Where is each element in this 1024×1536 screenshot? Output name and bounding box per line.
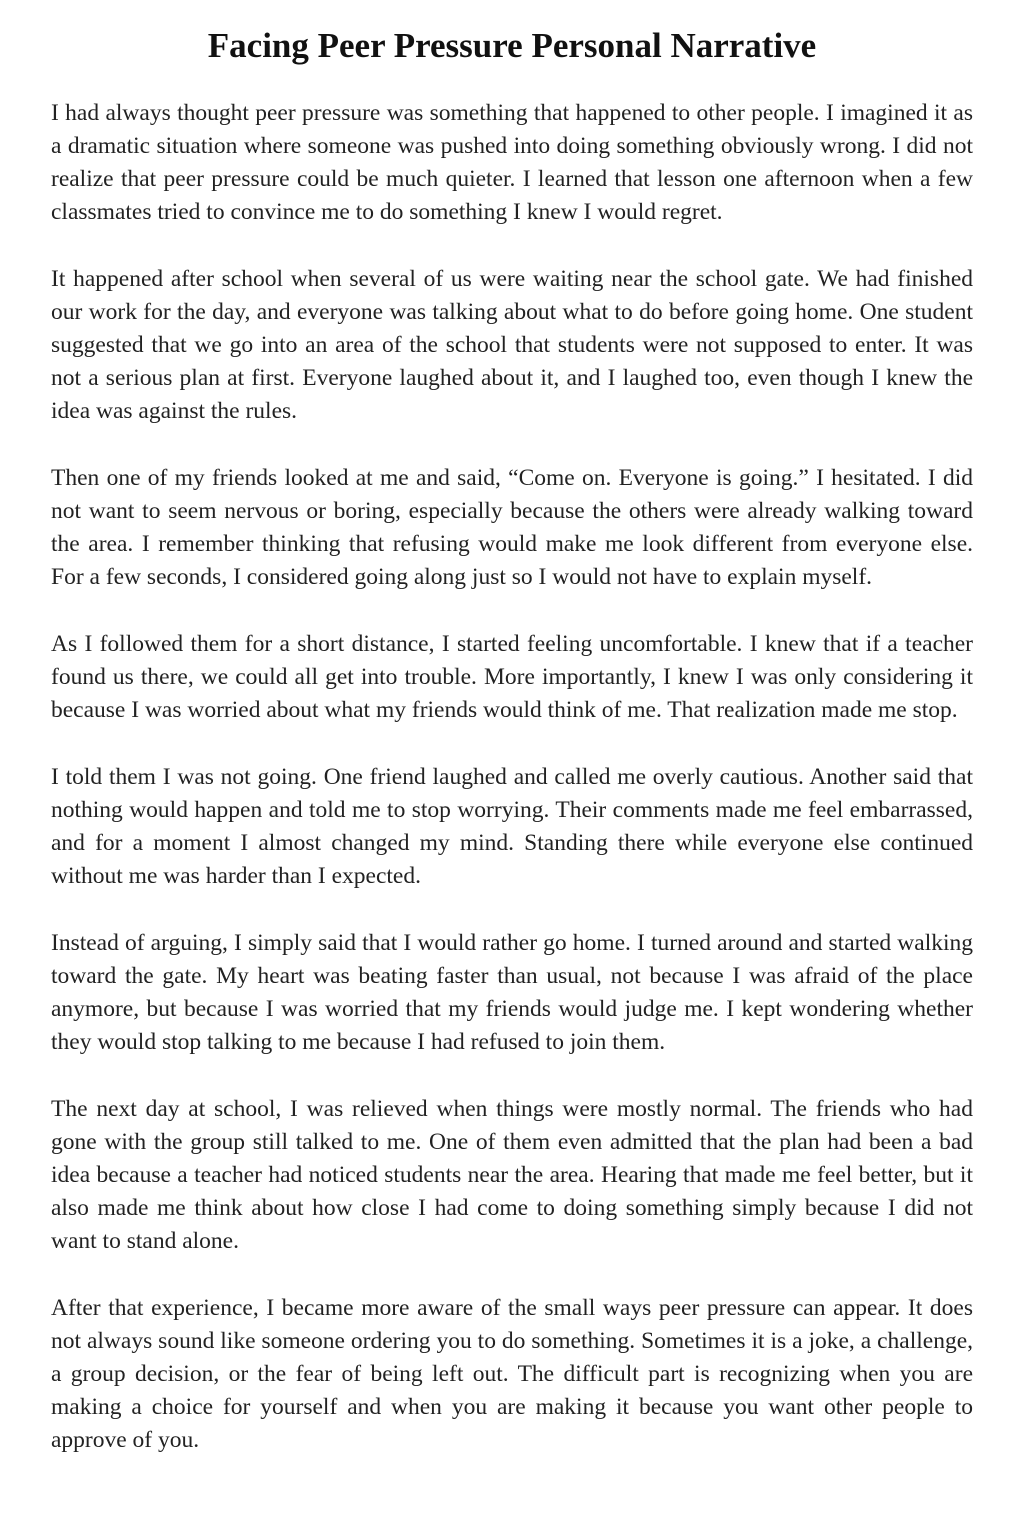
paragraph-2: It happened after school when several of us were waiting near the school gate. We had finished our work for the day, and everyone was talking about what to do before going home. One student suggested that we go into an area of the school that students were not supposed to enter. It was not a serious plan at first. Everyone laughed about it, and I laughed too, even though I knew the idea was against the rules. <box>51 266 973 424</box>
document-body <box>51 97 973 1491</box>
paragraph-5: I told them I was not going. One friend laughed and called me overly cautious. Another said that nothing would happen and told me to stop worrying. Their comments made me feel embarrassed, and for a moment I almost changed my mind. Standing there while everyone else continued without me was harder than I expected. <box>51 764 973 889</box>
document-title: Facing Peer Pressure Personal Narrative <box>207 26 817 65</box>
paragraph-7: The next day at school, I was relieved when things were mostly normal. The friends who had gone with the group still talked to me. One of them even admitted that the plan had been a bad idea because a teacher had noticed students near the area. Hearing that made me feel better, but it also made me think about how close I had come to doing something simply because I did not want to stand alone. <box>51 1096 973 1254</box>
paragraph-3: Then one of my friends looked at me and said, “Come on. Everyone is going.” I hesitated. I did not want to seem nervous or boring, especially because the others were already walking toward the area. I remember thinking that refusing would make me look different from everyone else. For a few seconds, I considered going along just so I would not have to explain myself. <box>51 465 973 590</box>
paragraph-8: After that experience, I became more aware of the small ways peer pressure can appear. It does not always sound like someone ordering you to do something. Sometimes it is a joke, a challenge, a group decision, or the fear of being left out. The difficult part is recognizing when you are making a choice for yourself and when you are making it because you want other people to approve of you. <box>51 1295 973 1453</box>
paragraph-1: I had always thought peer pressure was something that happened to other people. I imagined it as a dramatic situation where someone was pushed into doing something obviously wrong. I did not realize that peer pressure could be much quieter. I learned that lesson one afternoon when a few classmates tried to convince me to do something I knew I would regret. <box>51 100 973 225</box>
paragraph-6: Instead of arguing, I simply said that I would rather go home. I turned around and started walking toward the gate. My heart was beating faster than usual, not because I was afraid of the place anymore, but because I was worried that my friends would judge me. I kept wondering whether they would stop talking to me because I had refused to join them. <box>51 930 973 1055</box>
paragraph-4: As I followed them for a short distance, I started feeling uncomfortable. I knew that if a teacher found us there, we could all get into trouble. More importantly, I knew I was only considering it because I was worried about what my friends would think of me. That realization made me stop. <box>51 631 973 723</box>
